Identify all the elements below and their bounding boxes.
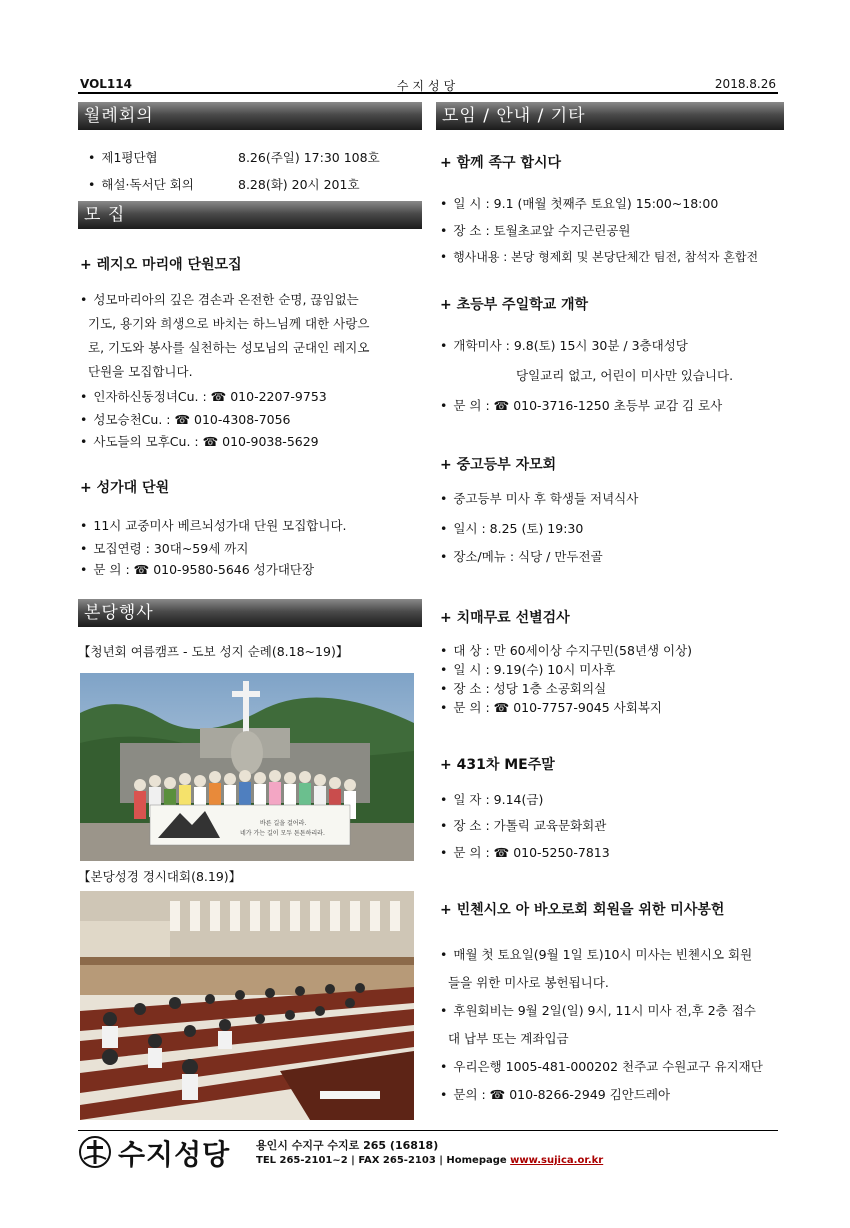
sunday-school-line: • 문 의 : ☎ 010-3716-1250 초등부 교감 김 로사 xyxy=(440,396,722,414)
legio-para-line: 로, 기도와 봉사를 실천하는 성모님의 군대인 레지오 xyxy=(88,340,370,355)
legio-contact: • 성모승천Cu. : ☎ 010-4308-7056 xyxy=(80,410,291,428)
section-heading-events: 본당행사 xyxy=(78,599,422,627)
vincent-para-line: 후원회비는 9월 2일(일) 9시, 11시 미사 전,후 2층 접수 xyxy=(453,1003,756,1018)
section-heading-recruit: 모 집 xyxy=(78,201,422,229)
bulletin-title: 수지성당 xyxy=(396,79,460,93)
legio-para-line: 성모마리아의 깊은 겸손과 온전한 순명, 끊임없는 xyxy=(93,292,359,307)
me-line: • 문 의 : ☎ 010-5250-7813 xyxy=(440,843,610,861)
monthly-item xyxy=(88,148,158,166)
dementia-line: • 문 의 : ☎ 010-7757-9045 사회복지 xyxy=(440,698,662,716)
bible-contest-photo xyxy=(80,891,414,1120)
photo-caption-camp: 【청년회 여름캠프 - 도보 성지 순례(8.18~19)】 xyxy=(78,644,349,659)
sunday-school-title: + 초등부 주일학교 개학 xyxy=(440,297,589,313)
youth-parents-line: • 일시 : 8.25 (토) 19:30 xyxy=(440,519,583,537)
vincent-para-line: 대 납부 또는 계좌입금 xyxy=(448,1031,569,1046)
legio-para-line: 기도, 용기와 희생으로 바치는 하느님께 대한 사랑으 xyxy=(88,316,370,331)
monthly-item-label: • 해설·독서단 회의 xyxy=(88,177,194,192)
vincent-contact: 문의 : ☎ 010-8266-2949 김안드레아 xyxy=(453,1087,671,1102)
homepage-link[interactable]: www.sujica.or.kr xyxy=(510,1155,604,1166)
sunday-school-note: 당일교리 없고, 어린이 미사만 있습니다. xyxy=(516,368,734,383)
contact-numbers: TEL 265-2101~2 | FAX 265-2103 | Homepage xyxy=(256,1155,511,1166)
sunday-school-line: • 개학미사 : 9.8(토) 15시 30분 / 3층대성당 xyxy=(440,336,688,354)
me-line: • 장 소 : 가톨릭 교육문화회관 xyxy=(440,816,606,834)
dementia-line: • 일 시 : 9.19(수) 10시 미사후 xyxy=(440,660,615,678)
monthly-item xyxy=(88,175,194,193)
me-line: • 일 자 : 9.14(금) xyxy=(440,790,543,808)
monthly-item-label: • 제1평단협 xyxy=(88,150,158,165)
soccer-line: • 행사내용 : 본당 형제회 및 본당단체간 팀전, 참석자 혼합전 xyxy=(440,248,758,265)
choir-title: + 성가대 단원 xyxy=(80,480,170,496)
legio-description xyxy=(80,290,414,380)
legio-contact: • 인자하신동정녀Cu. : ☎ 010-2207-9753 xyxy=(80,387,327,405)
choir-line: • 11시 교중미사 베르뇌성가대 단원 모집합니다. xyxy=(80,516,347,534)
bulletin-footer xyxy=(78,1130,778,1172)
legio-title: + 레지오 마리애 단원모집 xyxy=(80,257,242,273)
dementia-title: + 치매무료 선별검사 xyxy=(440,610,570,626)
section-heading-notices: 모임 / 안내 / 기타 xyxy=(436,102,784,130)
volume-number: VOL114 xyxy=(80,77,132,91)
church-contact xyxy=(256,1155,603,1166)
choir-line: • 문 의 : ☎ 010-9580-5646 성가대단장 xyxy=(80,560,314,578)
bulletin-header xyxy=(78,76,778,94)
monthly-item-value: 8.28(화) 20시 201호 xyxy=(238,177,360,192)
me-title: + 431차 ME주말 xyxy=(440,757,555,773)
legio-para-line: 단원을 모집합니다. xyxy=(88,364,193,379)
monthly-item-value: 8.26(주일) 17:30 108호 xyxy=(238,150,380,165)
banner-text-2: 네가 가는 길이 모두 튼튼하리라. xyxy=(240,830,325,837)
youth-parents-title: + 중고등부 자모회 xyxy=(440,457,557,473)
legio-contact: • 사도들의 모후Cu. : ☎ 010-9038-5629 xyxy=(80,432,319,450)
issue-date: 2018.8.26 xyxy=(714,77,776,91)
church-logo-icon xyxy=(78,1135,112,1172)
youth-parents-line: • 장소/메뉴 : 식당 / 만두전골 xyxy=(440,547,603,565)
soccer-line: • 장 소 : 토월초교앞 수지근린공원 xyxy=(440,221,630,239)
church-logo-text: 수지성당 xyxy=(118,1138,231,1171)
youth-parents-line: • 중고등부 미사 후 학생들 저녁식사 xyxy=(440,489,638,507)
youth-camp-photo xyxy=(80,673,414,861)
section-heading-monthly: 월례회의 xyxy=(78,102,422,130)
vincent-account: 우리은행 1005-481-000202 천주교 수원교구 유지재단 xyxy=(453,1059,763,1074)
dementia-line: • 대 상 : 만 60세이상 수지구민(58년생 이상) xyxy=(440,641,692,659)
soccer-title: + 함께 족구 합시다 xyxy=(440,155,562,171)
choir-line: • 모집연령 : 30대~59세 까지 xyxy=(80,539,248,557)
photo-caption-bible: 【본당성경 경시대회(8.19)】 xyxy=(78,869,242,884)
soccer-line: • 일 시 : 9.1 (매월 첫째주 토요일) 15:00~18:00 xyxy=(440,194,718,212)
vincent-body xyxy=(440,945,776,1103)
vincent-para-line: 매월 첫 토요일(9월 1일 토)10시 미사는 빈첸시오 회원 xyxy=(453,947,753,962)
vincent-title: + 빈첸시오 아 바오로회 회원을 위한 미사봉헌 xyxy=(440,902,725,918)
church-address: 용인시 수지구 수지로 265 (16818) xyxy=(256,1139,439,1152)
banner-text-1: 바른 길을 걸어라. xyxy=(260,820,307,827)
vincent-para-line: 들을 위한 미사로 봉헌됩니다. xyxy=(448,975,609,990)
dementia-line: • 장 소 : 성당 1층 소공회의실 xyxy=(440,679,606,697)
